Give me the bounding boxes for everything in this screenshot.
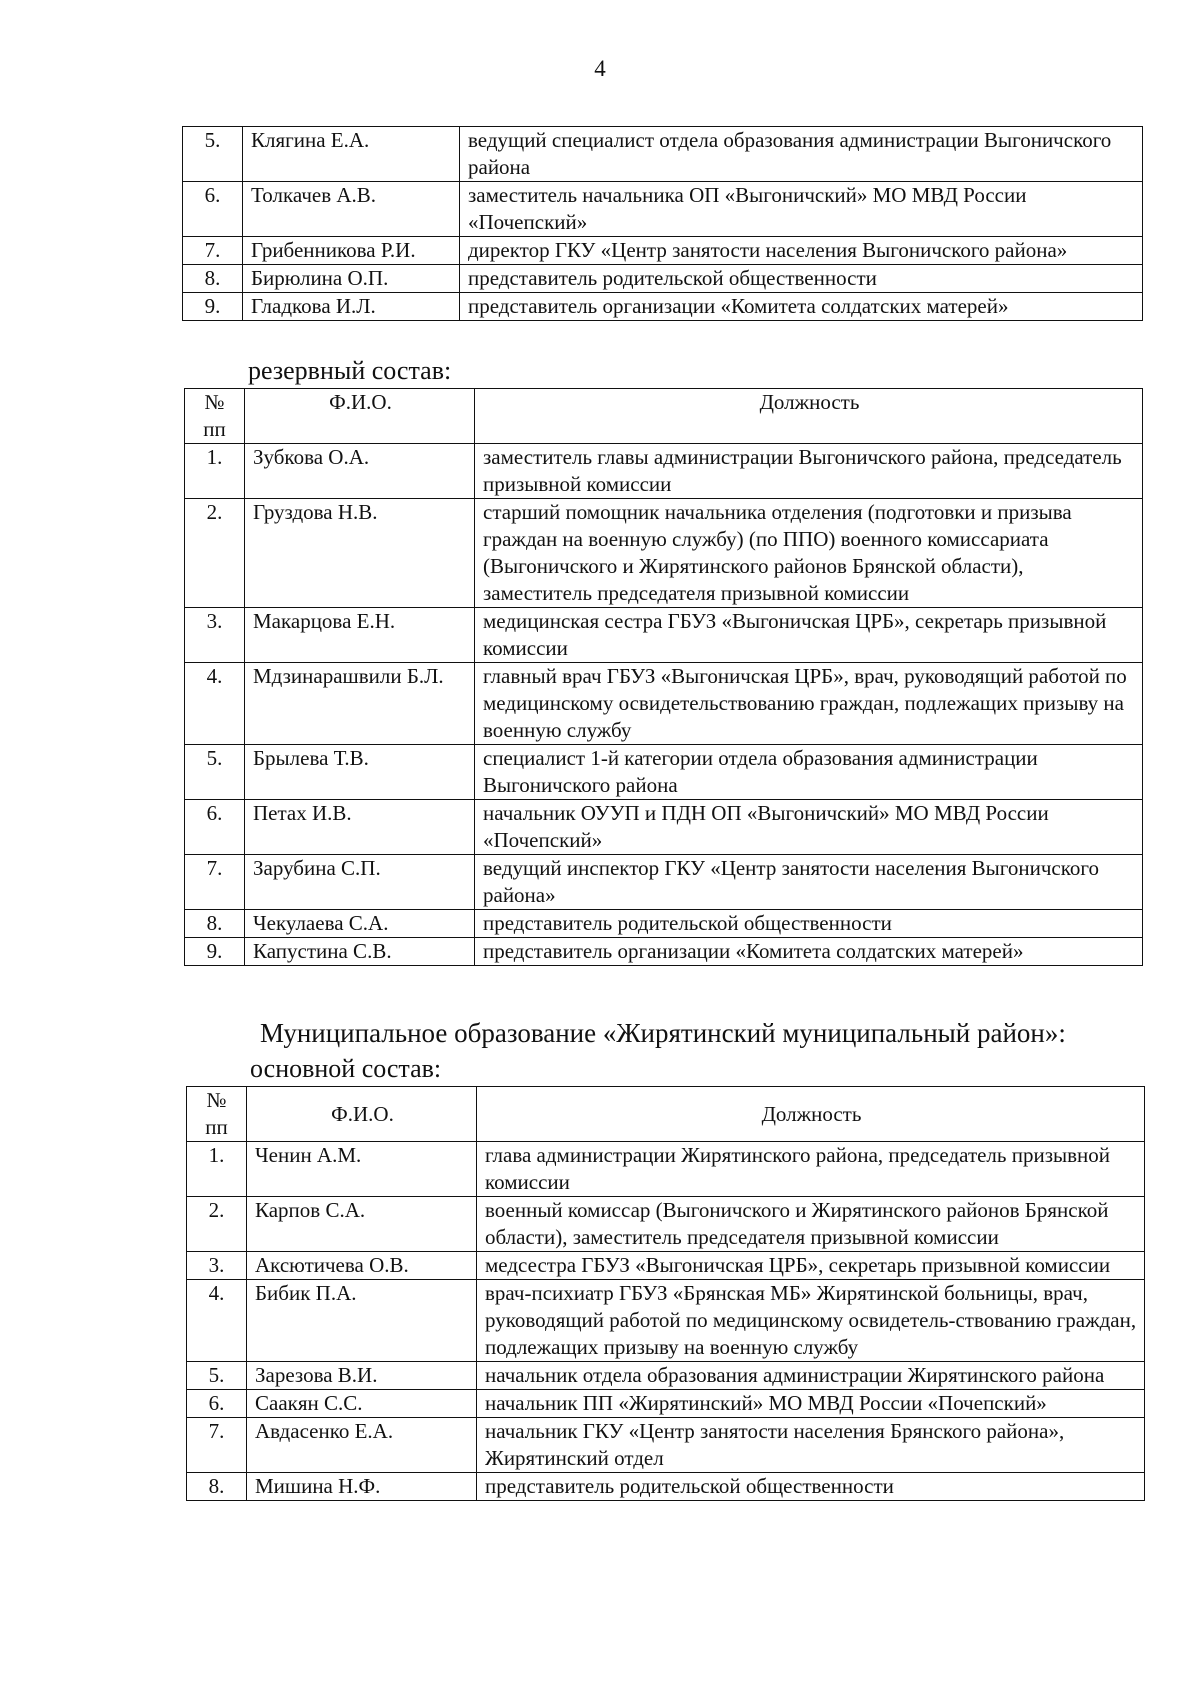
row-name-cell: Зубкова О.А. (245, 444, 475, 499)
row-number-cell: 4. (185, 663, 245, 745)
reserve-table-body (185, 444, 1143, 966)
table-header-row (185, 389, 1143, 444)
row-position-cell: представитель родительской общественности (477, 1473, 1145, 1501)
header-num-pp: пп (205, 1115, 228, 1139)
row-position-cell: заместитель главы администрации Выгоничского района, председатель призывной комиссии (475, 444, 1143, 499)
table-row (183, 293, 1143, 321)
header-num-sign: № (204, 390, 225, 414)
header-num-sign: № (206, 1088, 227, 1112)
row-number-cell: 5. (187, 1362, 247, 1390)
table-row (185, 800, 1143, 855)
row-name-cell: Зарубина С.П. (245, 855, 475, 910)
row-number-cell: 9. (183, 293, 243, 321)
table-row (185, 608, 1143, 663)
main-table-body (187, 1142, 1145, 1501)
row-position-cell: врач-психиатр ГБУЗ «Брянская МБ» Жирятинской больницы, врач, руководящий работой по медицинскому освидетель-ствованию граждан, подлежащих призыву на военную службу (477, 1280, 1145, 1362)
row-name-cell: Макарцова Е.Н. (245, 608, 475, 663)
row-name-cell: Мдзинарашвили Б.Л. (245, 663, 475, 745)
row-position-cell: ведущий специалист отдела образования администрации Выгоничского района (460, 127, 1143, 182)
row-name-cell: Бибик П.А. (247, 1280, 477, 1362)
municipal-heading: Муниципальное образование «Жирятинский муниципальный район»: (260, 1018, 1066, 1048)
table-row (187, 1418, 1145, 1473)
header-position-cell: Должность (475, 389, 1143, 444)
row-name-cell: Авдасенко Е.А. (247, 1418, 477, 1473)
row-position-cell: специалист 1-й категории отдела образования администрации Выгоничского района (475, 745, 1143, 800)
row-number-cell: 6. (187, 1390, 247, 1418)
row-position-cell: начальник ПП «Жирятинский» МО МВД России «Почепский» (477, 1390, 1145, 1418)
row-name-cell: Аксютичева О.В. (247, 1252, 477, 1280)
table-row (187, 1473, 1145, 1501)
reserve-table (184, 388, 1143, 966)
row-position-cell: ведущий инспектор ГКУ «Центр занятости населения Выгоничского района» (475, 855, 1143, 910)
main-table (186, 1086, 1145, 1501)
table-row (185, 663, 1143, 745)
row-number-cell: 2. (185, 499, 245, 608)
row-number-cell: 7. (183, 237, 243, 265)
row-position-cell: заместитель начальника ОП «Выгоничский» МО МВД России «Почепский» (460, 182, 1143, 237)
header-num-cell (185, 389, 245, 444)
row-name-cell: Толкачев А.В. (243, 182, 460, 237)
row-position-cell: военный комиссар (Выгоничского и Жирятинского районов Брянской области), заместитель председателя призывной комиссии (477, 1197, 1145, 1252)
row-name-cell: Брылева Т.В. (245, 745, 475, 800)
header-name-cell: Ф.И.О. (247, 1087, 477, 1142)
main-section-label: основной состав: (250, 1054, 442, 1083)
row-position-cell: начальник ГКУ «Центр занятости населения Брянского района», Жирятинский отдел (477, 1418, 1145, 1473)
continuation-table (182, 126, 1143, 321)
row-name-cell: Капустина С.В. (245, 938, 475, 966)
table-row (183, 265, 1143, 293)
table-header-row (187, 1087, 1145, 1142)
row-position-cell: представитель организации «Комитета солдатских матерей» (460, 293, 1143, 321)
row-position-cell: директор ГКУ «Центр занятости населения Выгоничского района» (460, 237, 1143, 265)
row-position-cell: глава администрации Жирятинского района, председатель призывной комиссии (477, 1142, 1145, 1197)
row-number-cell: 5. (185, 745, 245, 800)
row-position-cell: представитель организации «Комитета солдатских матерей» (475, 938, 1143, 966)
row-number-cell: 3. (187, 1252, 247, 1280)
row-number-cell: 3. (185, 608, 245, 663)
row-name-cell: Гладкова И.Л. (243, 293, 460, 321)
row-position-cell: главный врач ГБУЗ «Выгоничская ЦРБ», врач, руководящий работой по медицинскому освидетельствованию граждан, подлежащих призыву на военную службу (475, 663, 1143, 745)
row-position-cell: представитель родительской общественности (460, 265, 1143, 293)
row-number-cell: 7. (185, 855, 245, 910)
table-row (185, 499, 1143, 608)
row-number-cell: 5. (183, 127, 243, 182)
row-name-cell: Мишина Н.Ф. (247, 1473, 477, 1501)
row-position-cell: медсестра ГБУЗ «Выгоничская ЦРБ», секретарь призывной комиссии (477, 1252, 1145, 1280)
row-name-cell: Чекулаева С.А. (245, 910, 475, 938)
header-num-cell (187, 1087, 247, 1142)
table-row (185, 910, 1143, 938)
continuation-table-body (183, 127, 1143, 321)
table-row (187, 1280, 1145, 1362)
table-row (187, 1252, 1145, 1280)
header-position-cell: Должность (477, 1087, 1145, 1142)
row-name-cell: Петах И.В. (245, 800, 475, 855)
header-name-cell: Ф.И.О. (245, 389, 475, 444)
row-number-cell: 8. (187, 1473, 247, 1501)
row-position-cell: начальник отдела образования администрации Жирятинского района (477, 1362, 1145, 1390)
row-name-cell: Груздова Н.В. (245, 499, 475, 608)
table-row (187, 1390, 1145, 1418)
row-number-cell: 2. (187, 1197, 247, 1252)
row-name-cell: Грибенникова Р.И. (243, 237, 460, 265)
row-number-cell: 7. (187, 1418, 247, 1473)
row-name-cell: Саакян С.С. (247, 1390, 477, 1418)
row-number-cell: 6. (183, 182, 243, 237)
row-number-cell: 6. (185, 800, 245, 855)
reserve-section-label: резервный состав: (248, 356, 452, 385)
row-name-cell: Ченин А.М. (247, 1142, 477, 1197)
table-row (187, 1142, 1145, 1197)
row-position-cell: медицинская сестра ГБУЗ «Выгоничская ЦРБ», секретарь призывной комиссии (475, 608, 1143, 663)
row-number-cell: 1. (185, 444, 245, 499)
row-name-cell: Карпов С.А. (247, 1197, 477, 1252)
table-row (187, 1197, 1145, 1252)
row-position-cell: представитель родительской общественности (475, 910, 1143, 938)
row-name-cell: Клягина Е.А. (243, 127, 460, 182)
row-number-cell: 4. (187, 1280, 247, 1362)
header-num-pp: пп (203, 417, 226, 441)
table-row (185, 444, 1143, 499)
table-row (183, 127, 1143, 182)
row-number-cell: 9. (185, 938, 245, 966)
row-position-cell: начальник ОУУП и ПДН ОП «Выгоничский» МО МВД России «Почепский» (475, 800, 1143, 855)
row-position-cell: старший помощник начальника отделения (подготовки и призыва граждан на военную службу) (по ППО) военного комиссариата (Выгоничского и Жирятинского районов Брянской области), заместитель председателя призывной комиссии (475, 499, 1143, 608)
table-row (185, 855, 1143, 910)
row-name-cell: Бирюлина О.П. (243, 265, 460, 293)
table-row (185, 745, 1143, 800)
page-number: 4 (594, 56, 606, 81)
table-row (187, 1362, 1145, 1390)
table-row (183, 182, 1143, 237)
row-name-cell: Зарезова В.И. (247, 1362, 477, 1390)
table-row (185, 938, 1143, 966)
table-row (183, 237, 1143, 265)
row-number-cell: 1. (187, 1142, 247, 1197)
row-number-cell: 8. (185, 910, 245, 938)
row-number-cell: 8. (183, 265, 243, 293)
